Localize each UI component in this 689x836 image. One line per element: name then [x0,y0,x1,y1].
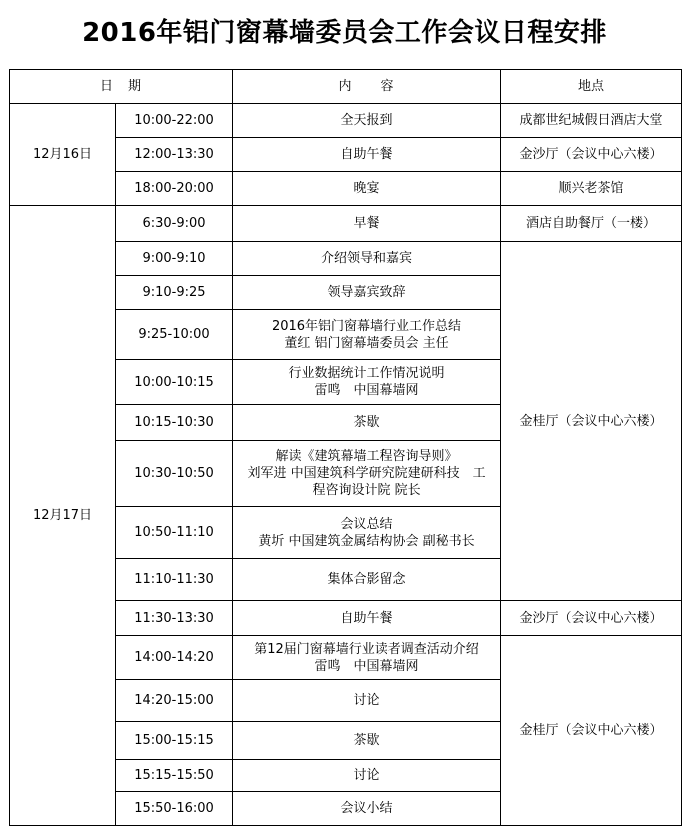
content-line: 刘军进 中国建筑科学研究院建研科技 工 [247,466,486,481]
content-cell [233,104,501,138]
content-line: 会议小结 [340,801,393,816]
date-cell: 12月17日 [10,206,116,826]
time-cell: 18:00-20:00 [116,172,233,206]
header-location: 地点 [501,70,682,104]
location-cell: 金沙厅（会议中心六楼） [501,138,682,172]
location-cell: 金沙厅（会议中心六楼） [501,601,682,636]
content-cell [233,172,501,206]
time-cell: 11:30-13:30 [116,601,233,636]
content-line: 雷鸣 中国幕墙网 [314,658,419,674]
time-cell: 14:20-15:00 [116,680,233,722]
location-cell: 金桂厅（会议中心六楼） [501,242,682,601]
table-row [10,206,682,242]
header-content: 内 容 [233,70,501,104]
content-cell [233,559,501,601]
date-cell: 12月16日 [10,104,116,206]
page-title: 2016年铝门窗幕墙委员会工作会议日程安排 [82,18,607,48]
content-line: 晚宴 [353,181,380,196]
time-cell: 10:30-10:50 [116,441,233,507]
time-cell: 10:00-10:15 [116,360,233,405]
content-line: 讨论 [353,768,380,783]
location-cell: 金桂厅（会议中心六楼） [501,636,682,826]
content-line: 雷鸣 中国幕墙网 [314,383,419,398]
content-line: 2016年铝门窗幕墙行业工作总结 [271,318,462,334]
content-line: 讨论 [353,693,380,708]
content-line: 领导嘉宾致辞 [327,285,406,300]
time-cell: 10:50-11:10 [116,507,233,559]
content-cell [233,310,501,360]
time-cell: 15:15-15:50 [116,760,233,792]
content-cell [233,601,501,636]
content-cell [233,441,501,507]
location-cell: 顺兴老茶馆 [501,172,682,206]
time-cell: 11:10-11:30 [116,559,233,601]
content-line: 早餐 [353,216,380,231]
content-line: 全天报到 [340,113,393,128]
time-cell: 15:00-15:15 [116,722,233,760]
time-cell: 10:15-10:30 [116,405,233,441]
header-row [10,70,682,104]
time-cell: 15:50-16:00 [116,792,233,826]
content-line: 茶歇 [353,415,380,430]
time-cell: 12:00-13:30 [116,138,233,172]
location-cell: 成都世纪城假日酒店大堂 [501,104,682,138]
content-line: 黄圻 中国建筑金属结构协会 副秘书长 [258,533,475,549]
content-cell [233,138,501,172]
time-cell: 9:00-9:10 [116,242,233,276]
time-cell: 9:25-10:00 [116,310,233,360]
content-cell [233,242,501,276]
content-cell [233,206,501,242]
content-line: 集体合影留念 [327,572,406,587]
content-line: 会议总结 [340,516,393,532]
content-line: 董红 铝门窗幕墙委员会 主任 [284,335,449,351]
header-date: 日 期 [10,70,233,104]
content-line: 茶歇 [353,733,380,748]
content-line: 行业数据统计工作情况说明 [288,366,445,381]
content-line: 程咨询设计院 院长 [312,483,421,498]
content-cell [233,507,501,559]
content-cell [233,360,501,405]
content-cell [233,760,501,792]
content-cell [233,405,501,441]
time-cell: 10:00-22:00 [116,104,233,138]
content-cell [233,792,501,826]
content-cell [233,636,501,680]
time-cell: 14:00-14:20 [116,636,233,680]
content-cell [233,680,501,722]
location-cell: 酒店自助餐厅（一楼） [501,206,682,242]
schedule-table [9,69,682,826]
content-cell [233,722,501,760]
time-cell: 9:10-9:25 [116,276,233,310]
content-line: 第12届门窗幕墙行业读者调查活动介绍 [254,641,479,657]
time-cell: 6:30-9:00 [116,206,233,242]
content-line: 自助午餐 [340,147,393,162]
content-line: 介绍领导和嘉宾 [321,251,413,266]
content-line: 自助午餐 [340,610,393,626]
content-line: 解读《建筑幕墙工程咨询导则》 [275,449,458,464]
table-row [10,104,682,138]
content-cell [233,276,501,310]
